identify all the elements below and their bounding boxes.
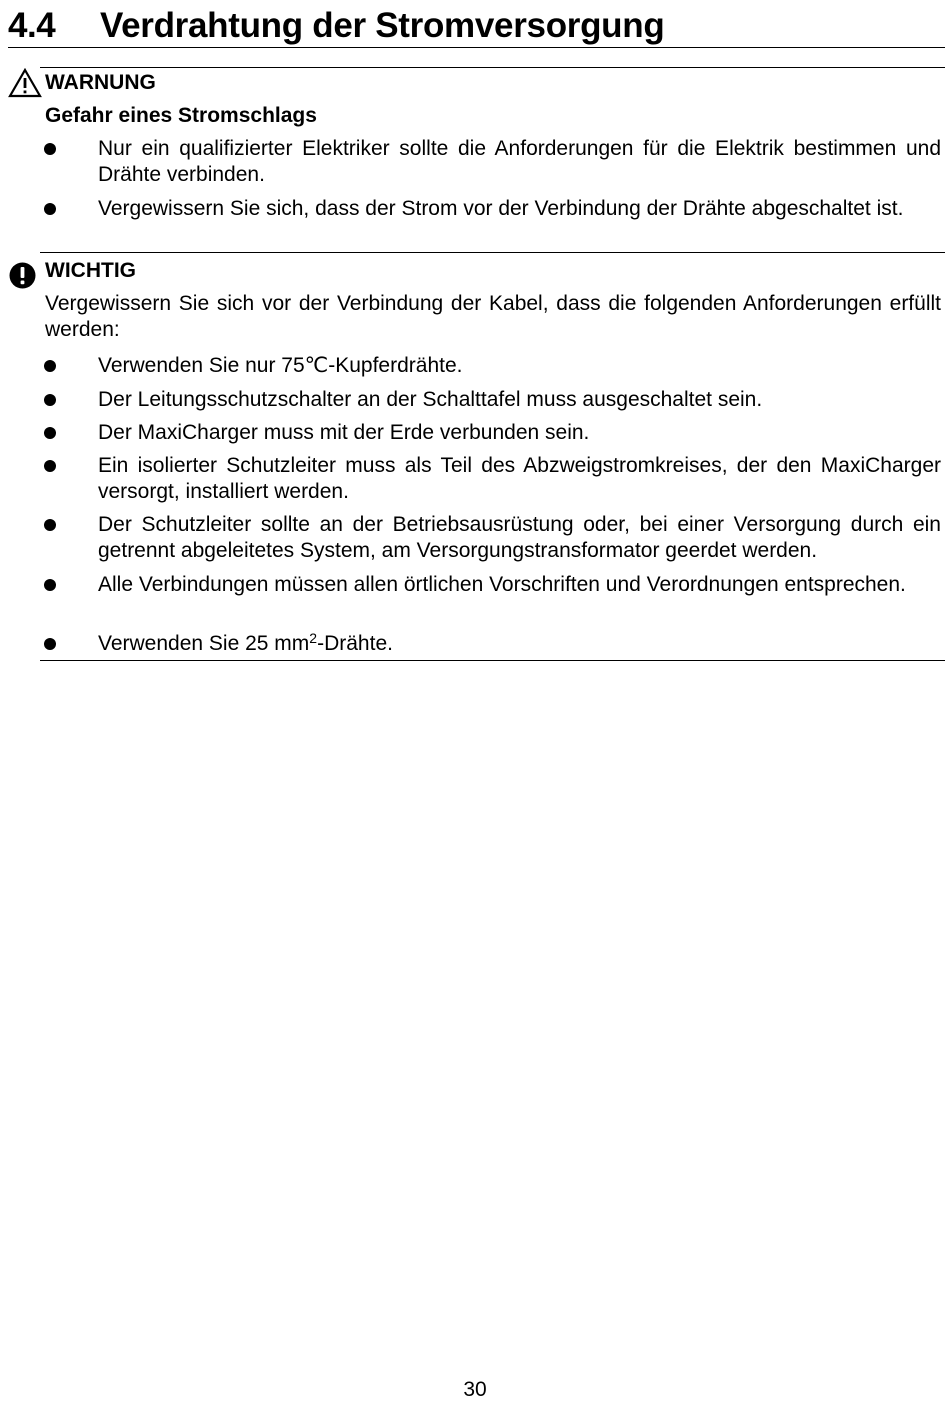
bullet-dot <box>44 394 56 406</box>
warning-item: Nur ein qualifizierter Elektriker sollte die Anforderungen für die Elektrik bestimmen und Drähte verbinden. <box>98 137 941 186</box>
divider-middle <box>40 252 945 253</box>
wire-size-superscript: 2 <box>309 630 318 646</box>
important-item: Der MaxiCharger muss mit der Erde verbunden sein. <box>98 421 590 444</box>
important-item-wire-size <box>98 631 941 657</box>
divider-bottom <box>40 660 945 661</box>
warning-subtitle: Gefahr eines Stromschlags <box>45 104 317 127</box>
important-item: Verwenden Sie nur 75℃-Kupferdrähte. <box>98 354 463 377</box>
section-title: Verdrahtung der Stromversorgung <box>100 6 665 45</box>
bullet-dot <box>44 638 56 650</box>
bullet-dot <box>44 579 56 591</box>
divider-top <box>40 67 945 68</box>
section-heading <box>8 4 945 48</box>
bullet-dot <box>44 360 56 372</box>
important-item: Der Leitungsschutzschalter an der Schalttafel muss ausgeschaltet sein. <box>98 388 763 411</box>
important-intro: Vergewissern Sie sich vor der Verbindung der Kabel, dass die folgenden Anforderungen erfüllt werden: <box>45 292 941 341</box>
important-label: WICHTIG <box>45 259 136 282</box>
page-number: 30 <box>463 1378 487 1401</box>
bullet-dot <box>44 460 56 472</box>
warning-item: Vergewissern Sie sich, dass der Strom vor der Verbindung der Drähte abgeschaltet ist. <box>98 197 904 220</box>
wire-size-prefix: Verwenden Sie 25 mm <box>98 632 310 655</box>
important-item: Ein isolierter Schutzleiter muss als Teil des Abzweigstromkreises, der den MaxiCharger versorgt, installiert werden. <box>98 454 941 503</box>
bullet-dot <box>44 203 56 215</box>
important-item: Der Schutzleiter sollte an der Betriebsausrüstung oder, bei einer Versorgung durch ein getrennt abgeleitetes System, am Versorgungstransformator geerdet werden. <box>98 513 941 562</box>
bullet-dot <box>44 143 56 155</box>
warning-label: WARNUNG <box>45 71 156 94</box>
section-number: 4.4 <box>8 6 56 45</box>
bullet-dot <box>44 427 56 439</box>
bullet-dot <box>44 519 56 531</box>
wire-size-suffix: -Drähte. <box>317 632 393 655</box>
warning-triangle-icon <box>8 68 42 98</box>
exclamation-circle-icon <box>9 262 36 289</box>
important-item: Alle Verbindungen müssen allen örtlichen Vorschriften und Verordnungen entsprechen. <box>98 573 906 596</box>
